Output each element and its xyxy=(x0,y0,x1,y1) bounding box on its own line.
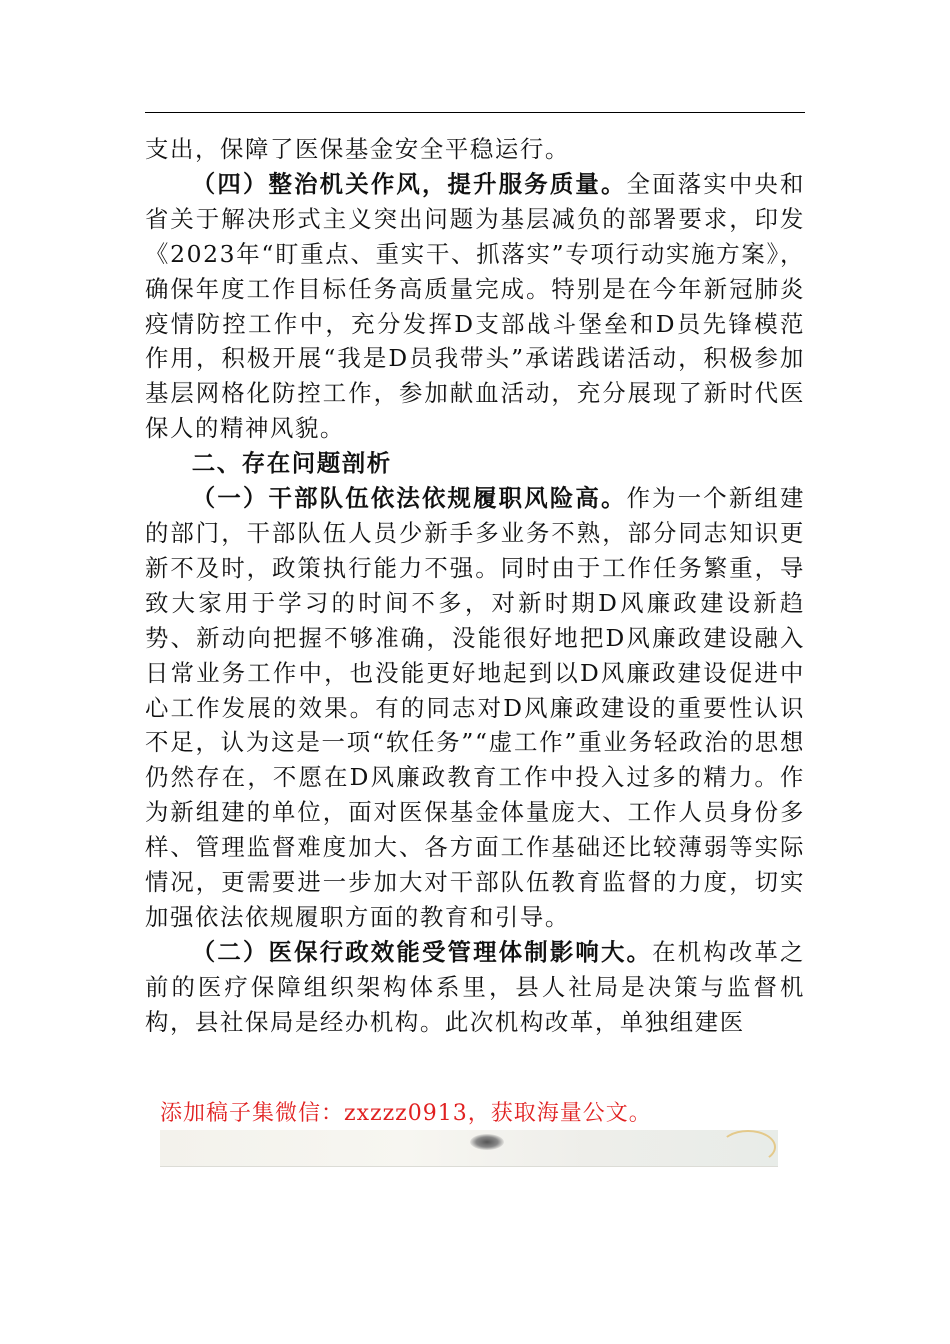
paragraph-problem-2 xyxy=(145,935,805,1040)
paragraph-problem-1 xyxy=(145,481,805,935)
swirl-decoration xyxy=(720,1130,776,1164)
heading-problem-analysis: 二、存在问题剖析 xyxy=(191,449,392,478)
paragraph-section-4 xyxy=(145,167,805,446)
section-4-title: （四）整治机关作风，提升服务质量。 xyxy=(191,169,627,198)
document-body xyxy=(145,132,805,1040)
ink-blot-decoration xyxy=(470,1134,504,1150)
problem-2-body: 在机构改革之前的医疗保障组织架构体系里，县人社局是决策与监督机构，县社保局是经办机构。此次机构改革，单独组建医 xyxy=(145,937,805,1036)
paragraph-continuation: 支出，保障了医保基金安全平稳运行。 xyxy=(145,135,570,163)
footer-banner-image xyxy=(160,1130,778,1167)
section-4-body: 全面落实中央和省关于解决形式主义突出问题为基层减负的部署要求，印发《2023年“盯重点、重实干、抓落实”专项行动实施方案》，确保年度工作目标任务高质量完成。特别是在今年新冠肺炎疫情防控工作中，充分发挥D支部战斗堡垒和D员先锋模范作用，积极开展“我是D员我带头”承诺践诺活动，积极参加基层网格化防控工作，参加献血活动，充分展现了新时代医保人的精神风貌。 xyxy=(145,169,805,443)
header-rule xyxy=(145,112,805,113)
promo-text: 添加稿子集微信：zxzzz0913，获取海量公文。 xyxy=(160,1101,652,1126)
problem-2-title: （二）医保行政效能受管理体制影响大。 xyxy=(191,937,653,966)
problem-1-title: （一）干部队伍依法依规履职风险高。 xyxy=(191,484,627,513)
problem-1-body: 作为一个新组建的部门，干部队伍人员少新手多业务不熟，部分同志知识更新不及时，政策执行能力不强。同时由于工作任务繁重，导致大家用于学习的时间不多，对新时期D风廉政建设新趋势、新动向把握不够准确，没能很好地把D风廉政建设融入日常业务工作中，也没能更好地起到以D风廉政建设促进中心工作发展的效果。有的同志对D风廉政建设的重要性认识不足，认为这是一项“软任务”“虚工作”重业务轻政治的思想仍然存在，不愿在D风廉政教育工作中投入过多的精力。作为新组建的单位，面对医保基金体量庞大、工作人员身份多样、管理监督难度加大、各方面工作基础还比较薄弱等实际情况，更需要进一步加大对干部队伍教育监督的力度，切实加强依法依规履职方面的教育和引导。 xyxy=(145,484,805,931)
